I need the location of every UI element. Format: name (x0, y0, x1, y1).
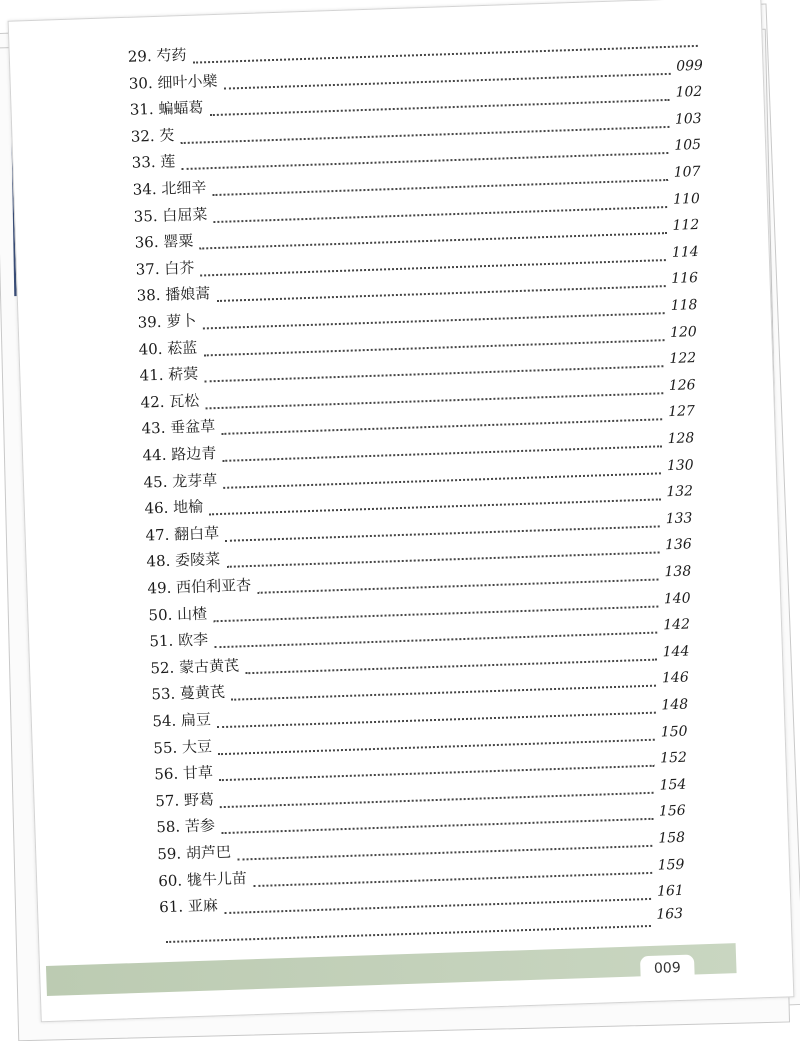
toc-entry-title: 57. 野葛 (155, 790, 215, 811)
table-of-contents (9, 0, 794, 1021)
toc-entry-title: 38. 播娘蒿 (136, 284, 211, 306)
toc-entry-title: 32. 芡 (130, 126, 175, 146)
toc-entry-page: 099 (675, 57, 704, 75)
toc-entry-page: 133 (665, 510, 693, 528)
toc-entry-page: 132 (666, 483, 694, 501)
toc-entry-title: 43. 垂盆草 (141, 417, 216, 438)
toc-entry-page: 140 (663, 590, 691, 607)
toc-entry-page: 105 (674, 137, 702, 155)
toc-entry-title: 34. 北细辛 (132, 178, 207, 199)
toc-entry-title: 51. 欧李 (149, 630, 209, 651)
toc-entry-title: 39. 萝卜 (137, 311, 197, 332)
toc-entry-page: 103 (674, 110, 702, 128)
toc-entry-title: 56. 甘草 (154, 763, 214, 784)
book-page (8, 0, 795, 1022)
toc-entry-page: 163 (656, 905, 684, 923)
toc-entry-title: 46. 地榆 (144, 497, 204, 518)
page-number: 009 (653, 959, 681, 977)
toc-entry-page: 161 (656, 883, 685, 900)
toc-entry-page: 110 (672, 190, 701, 208)
toc-entry-title: 59. 胡芦巴 (157, 842, 232, 864)
toc-entry-title: 61. 亚麻 (158, 896, 219, 917)
toc-leader-dots (166, 925, 650, 943)
toc-entry-page: 126 (668, 376, 696, 394)
toc-entry-title: 40. 菘蓝 (138, 338, 198, 359)
toc-entry-title: 36. 罂粟 (134, 231, 194, 252)
toc-entry-title: 33. 莲 (131, 152, 176, 173)
toc-entry-title: 45. 龙芽草 (143, 470, 218, 492)
toc-entry-page: 142 (662, 616, 691, 634)
toc-entry-page: 154 (659, 776, 687, 794)
toc-entry-page: 159 (657, 856, 685, 874)
toc-entry-page: 136 (664, 536, 693, 554)
toc-entry-title: 50. 山楂 (148, 604, 208, 625)
toc-entry-page: 118 (670, 297, 698, 314)
toc-entry-page: 146 (661, 669, 690, 687)
toc-entry-page: 102 (675, 83, 703, 101)
toc-entry-title: 30. 细叶小檗 (128, 71, 218, 93)
toc-entry-title: 31. 蝙蝠葛 (129, 98, 204, 119)
toc-entry-page: 114 (671, 243, 699, 261)
toc-entry-page: 138 (664, 563, 692, 581)
toc-entry-title: 60. 牻牛儿苗 (157, 868, 248, 890)
toc-entry-title: 35. 白屈菜 (133, 204, 208, 226)
toc-entry-title: 41. 菥蓂 (139, 364, 199, 385)
toc-entry-page: 156 (658, 803, 686, 821)
toc-entry-title: 42. 瓦松 (140, 391, 200, 412)
toc-entry-title: 52. 蒙古黄芪 (150, 656, 240, 678)
toc-entry-title: 55. 大豆 (153, 736, 213, 757)
toc-entry-page: 128 (667, 430, 695, 448)
toc-entry-page: 130 (666, 456, 694, 474)
toc-entry-title: 47. 翻白草 (145, 523, 220, 545)
toc-entry-page: 158 (658, 829, 686, 847)
toc-entry-page: 144 (662, 643, 690, 661)
toc-entry-title: 49. 西伯利亚杏 (147, 576, 252, 598)
toc-entry-title: 58. 苦参 (156, 816, 216, 837)
toc-entry-title: 44. 路边青 (142, 444, 217, 465)
toc-entry-page: 122 (669, 350, 697, 368)
toc-entry-title: 37. 白芥 (135, 258, 195, 279)
toc-entry-page: 127 (667, 403, 696, 421)
toc-entry-page: 120 (669, 323, 698, 341)
toc-entry-page: 116 (671, 270, 699, 288)
toc-entry-title: 54. 扁豆 (152, 710, 212, 731)
toc-entry-title: 29. 芍药 (127, 45, 187, 66)
toc-entry-page: 152 (659, 749, 688, 767)
toc-entry-page: 150 (660, 723, 688, 741)
toc-entry-page: 148 (661, 696, 689, 714)
toc-entry-title: 48. 委陵菜 (146, 550, 221, 571)
toc-entry-page: 112 (672, 217, 700, 235)
toc-entry-title: 53. 蔓黄芪 (151, 683, 226, 704)
toc-entry-page: 107 (673, 163, 701, 181)
